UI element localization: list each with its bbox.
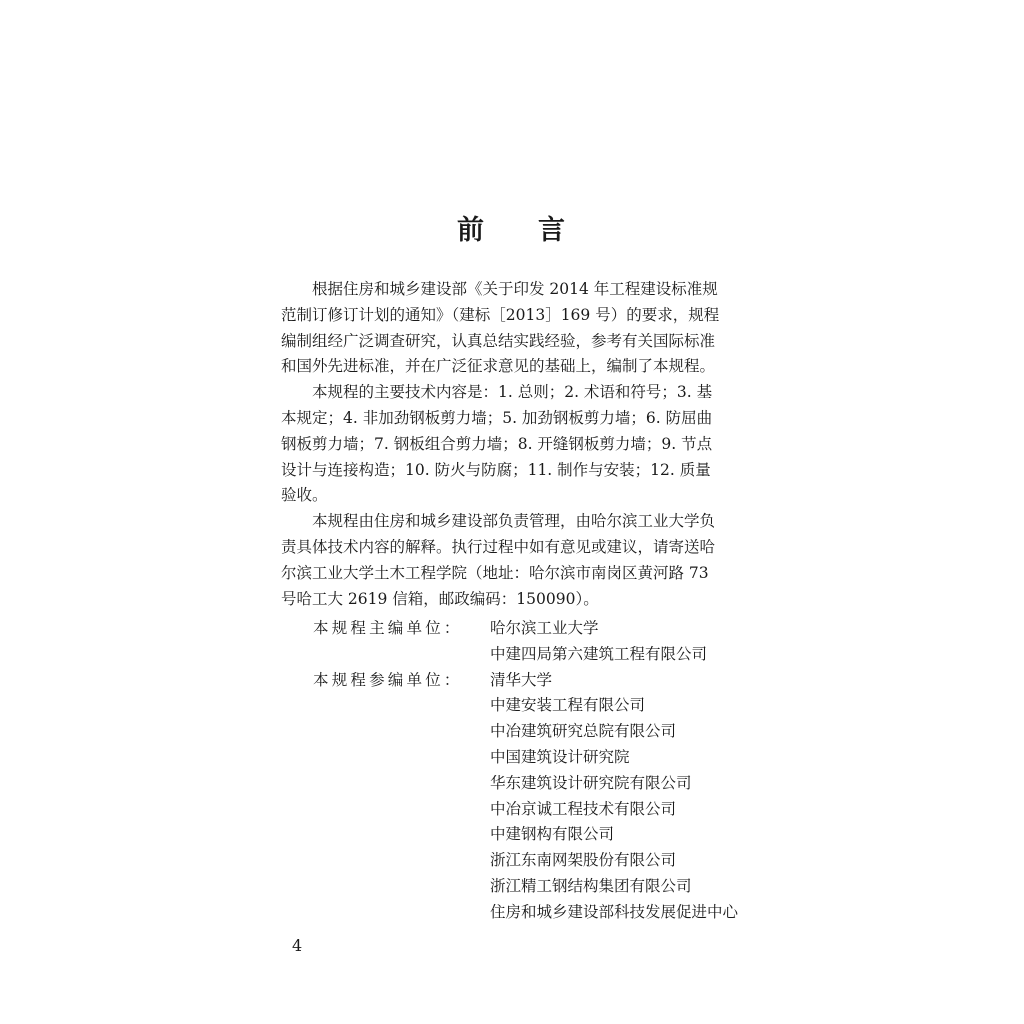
participating-unit: 浙江东南网架股份有限公司 [490,851,677,870]
preface-body [281,277,771,612]
paragraph-line: 本规程的主要技术内容是：1. 总则；2. 术语和符号；3. 基 [312,383,713,402]
chief-units-block [313,616,707,668]
paragraph-line: 尔滨工业大学土木工程学院（地址：哈尔滨市南岗区黄河路 73 [281,563,709,582]
participating-unit: 清华大学 [490,670,553,689]
participating-units-row [313,668,738,694]
chief-unit: 哈尔滨工业大学 [490,619,599,637]
chief-units-label: 本规程主编单位： [313,619,463,637]
participating-unit: 中冶建筑研究总院有限公司 [490,722,677,741]
paragraph-line: 设计与连接构造；10. 防火与防腐；11. 制作与安装；12. 质量 [281,460,711,479]
paragraph-line: 本规定；4. 非加劲钢板剪力墙；5. 加劲钢板剪力墙；6. 防屈曲 [281,408,713,427]
paragraph-line: 钢板剪力墙；7. 钢板组合剪力墙；8. 开缝钢板剪力墙；9. 节点 [281,434,713,453]
paragraph-line: 号哈工大 2619 信箱，邮政编码：150090）。 [281,589,599,608]
chief-units-row [313,616,707,642]
paragraph-line: 和国外先进标准，并在广泛征求意见的基础上，编制了本规程。 [281,357,716,376]
participating-units-block [313,668,738,926]
paragraph-line: 根据住房和城乡建设部《关于印发 2014 年工程建设标准规 [312,280,718,298]
participating-unit: 华东建筑设计研究院有限公司 [490,773,692,792]
paragraph-line: 编制组经广泛调查研究，认真总结实践经验，参考有关国际标准 [281,331,716,350]
participating-unit: 住房和城乡建设部科技发展促进中心 [490,902,739,921]
participating-unit: 浙江精工钢结构集团有限公司 [490,876,692,895]
title-char-1: 前 [457,215,486,246]
paragraph-line: 本规程由住房和城乡建设部负责管理，由哈尔滨工业大学负 [312,512,716,531]
paragraph-1 [281,277,771,380]
title-char-2: 言 [538,215,567,246]
participating-unit: 中冶京诚工程技术有限公司 [490,799,677,818]
participating-unit: 中国建筑设计研究院 [490,747,630,766]
paragraph-line: 范制订修订计划的通知》（建标［2013］169 号）的要求，规程 [281,305,720,324]
chief-unit: 中建四局第六建筑工程有限公司 [490,644,708,663]
participating-unit: 中建钢构有限公司 [490,825,615,844]
paragraph-line: 责具体技术内容的解释。执行过程中如有意见或建议，请寄送哈 [281,537,716,556]
participating-unit: 中建安装工程有限公司 [490,696,646,715]
paragraph-line: 验收。 [281,486,328,505]
page-number: 4 [292,936,303,955]
paragraph-3 [281,509,771,612]
page-title [0,208,1024,247]
paragraph-2 [281,380,771,509]
participating-units-label: 本规程参编单位： [313,670,463,689]
